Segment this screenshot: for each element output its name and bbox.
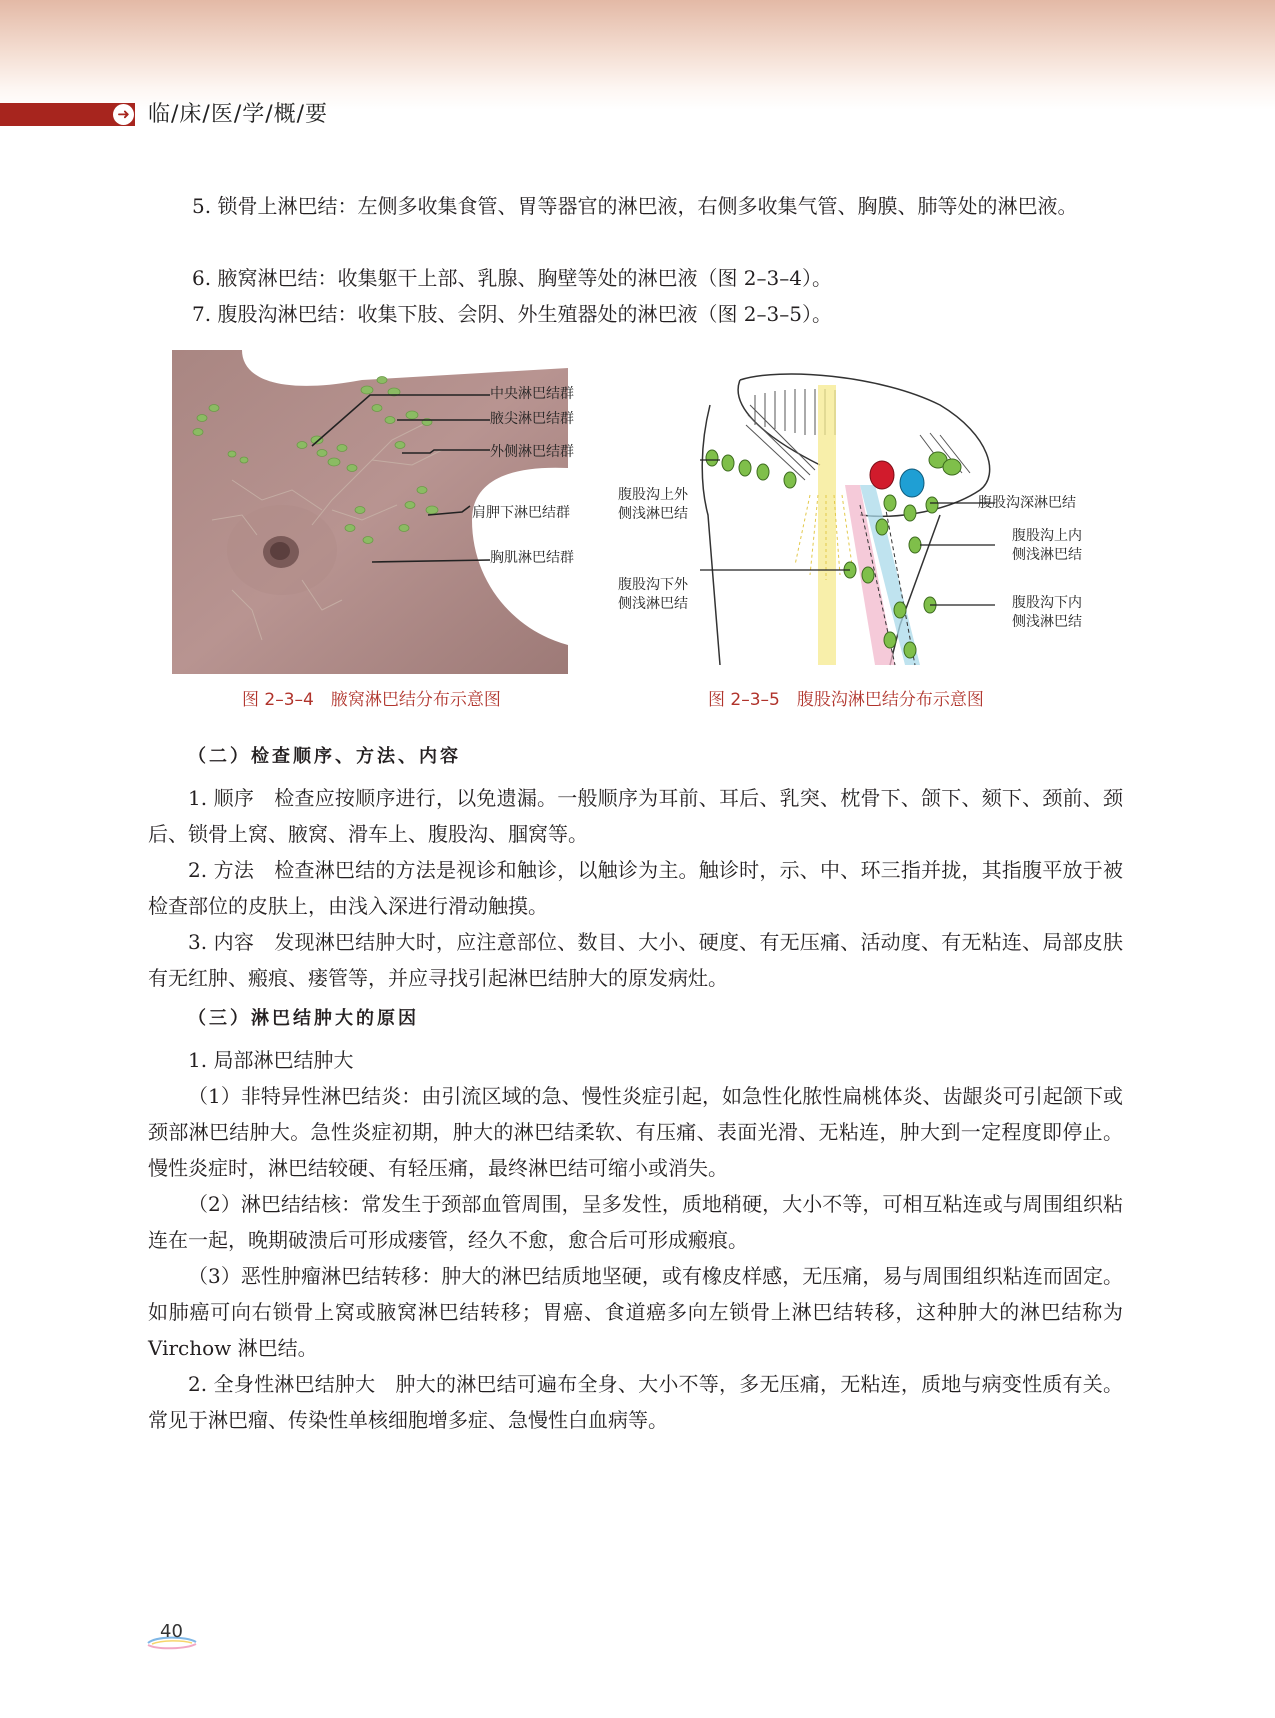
label-lower-outer-line1: 腹股沟下外 (618, 577, 688, 593)
label-deep-group: 腹股沟深淋巴结 (978, 495, 1076, 511)
section-heading-causes: （三）淋巴结肿大的原因 (188, 1008, 419, 1029)
label-lower-inner-line1: 腹股沟下内 (1012, 595, 1082, 611)
label-apical-group: 腋尖淋巴结群 (490, 411, 574, 427)
label-pectoral-group: 胸肌淋巴结群 (490, 550, 574, 566)
arrow-right-icon: ➜ (113, 104, 134, 125)
paragraph-content: 3. 内容 发现淋巴结肿大时，应注意部位、数目、大小、硬度、有无压痛、活动度、有无粘连、局部皮肤有无红肿、瘢痕、瘘管等，并应寻找引起淋巴结肿大的原发病灶。 (148, 930, 1123, 990)
label-upper-inner-line1: 腹股沟上内 (1012, 528, 1082, 544)
label-upper-inner-line2: 侧浅淋巴结 (1012, 547, 1082, 563)
subheading-local-enlargement: 1. 局部淋巴结肿大 (188, 1048, 354, 1072)
label-lower-outer-line2: 侧浅淋巴结 (618, 596, 688, 612)
figure1-caption: 图 2–3–4 腋窝淋巴结分布示意图 (242, 690, 501, 710)
figure2-caption: 图 2–3–5 腹股沟淋巴结分布示意图 (708, 690, 984, 710)
inguinal-lymph-node-figure (700, 365, 1010, 675)
section-heading-examination: （二）检查顺序、方法、内容 (188, 746, 461, 767)
paragraph-method: 2. 方法 检查淋巴结的方法是视诊和触诊，以触诊为主。触诊时，示、中、环三指并拢，其指腹平放于被检查部位的皮肤上，由浅入深进行滑动触摸。 (148, 858, 1123, 918)
page-number: 40 (160, 1621, 183, 1642)
header-band (0, 0, 1275, 110)
label-lower-inner-line2: 侧浅淋巴结 (1012, 614, 1082, 630)
label-subscapular-group: 肩胛下淋巴结群 (472, 505, 570, 521)
paragraph-supraclavicular: 5. 锁骨上淋巴结：左侧多收集食管、胃等器官的淋巴液，右侧多收集气管、胸膜、肺等处的淋巴液。 (192, 194, 1078, 218)
label-upper-outer-line1: 腹股沟上外 (618, 487, 688, 503)
label-upper-outer-line2: 侧浅淋巴结 (618, 506, 688, 522)
paragraph-nonspecific-lymphadenitis: （1）非特异性淋巴结炎：由引流区域的急、慢性炎症引起，如急性化脓性扁桃体炎、齿龈炎可引起颌下或颈部淋巴结肿大。急性炎症初期，肿大的淋巴结柔软、有压痛、表面光滑、无粘连，肿大到一定程度即停止。慢性炎症时，淋巴结较硬、有轻压痛，最终淋巴结可缩小或消失。 (148, 1084, 1123, 1180)
paragraph-systemic-enlargement: 2. 全身性淋巴结肿大 肿大的淋巴结可遍布全身、大小不等，多无压痛，无粘连，质地与病变性质有关。常见于淋巴瘤、传染性单核细胞增多症、急慢性白血病等。 (148, 1372, 1123, 1432)
paragraph-order: 1. 顺序 检查应按顺序进行，以免遗漏。一般顺序为耳前、耳后、乳突、枕骨下、颌下、颏下、颈前、颈后、锁骨上窝、腋窝、滑车上、腹股沟、腘窝等。 (148, 786, 1123, 846)
paragraph-lymph-node-tuberculosis: （2）淋巴结结核：常发生于颈部血管周围，呈多发性，质地稍硬，大小不等，可相互粘连或与周围组织粘连在一起，晚期破溃后可形成瘘管，经久不愈，愈合后可形成瘢痕。 (148, 1192, 1123, 1252)
label-central-group: 中央淋巴结群 (490, 386, 574, 402)
label-lateral-group: 外侧淋巴结群 (490, 444, 574, 460)
book-title: 临/床/医/学/概/要 (148, 102, 329, 127)
paragraph-axillary: 6. 腋窝淋巴结：收集躯干上部、乳腺、胸壁等处的淋巴液（图 2–3–4）。 (192, 266, 832, 290)
paragraph-malignant-metastasis: （3）恶性肿瘤淋巴结转移：肿大的淋巴结质地坚硬，或有橡皮样感，无压痛，易与周围组织粘连而固定。如肺癌可向右锁骨上窝或腋窝淋巴结转移；胃癌、食道癌多向左锁骨上淋巴结转移，这种肿大的淋巴结称为 Virchow 淋巴结。 (148, 1264, 1123, 1360)
paragraph-inguinal: 7. 腹股沟淋巴结：收集下肢、会阴、外生殖器处的淋巴液（图 2–3–5）。 (192, 302, 832, 326)
